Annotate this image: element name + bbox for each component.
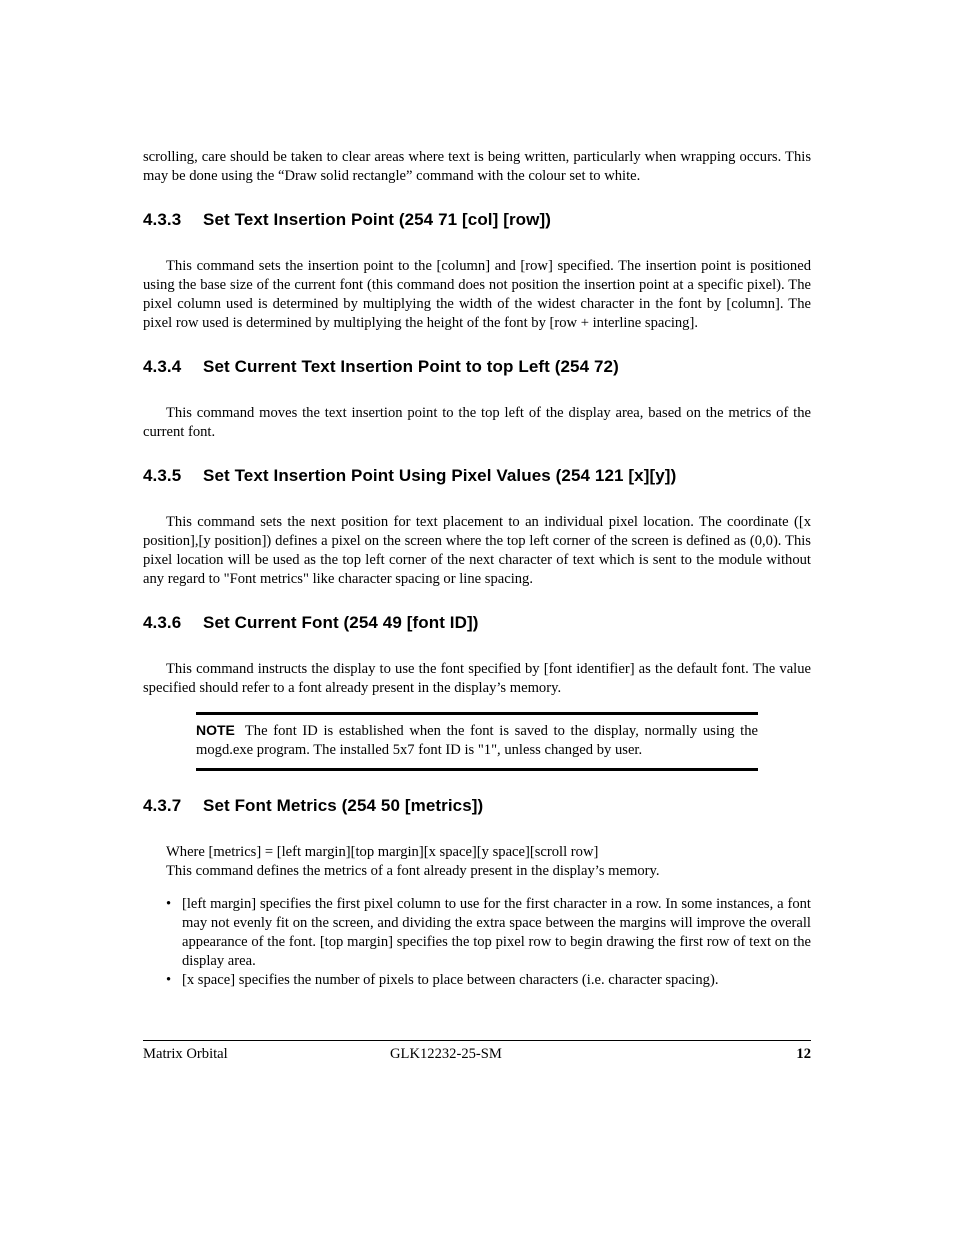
section-number: 4.3.4	[143, 357, 182, 376]
section-title: Set Current Font (254 49 [font ID])	[203, 613, 479, 632]
section-body-4-3-3: This command sets the insertion point to the [column] and [row] specified. The insertion point is positioned using the base size of the current font (this command does not position the insertion point at a specific pixel). The pixel column used is determined by multiplying the width of the widest character in the font by [column]. The pixel row used is determined by multiplying the height of the font by [row + interline spacing].	[143, 258, 811, 331]
bullet-icon: •	[166, 972, 172, 988]
section-number: 4.3.5	[143, 466, 182, 485]
section-title: Set Text Insertion Point Using Pixel Values (254 121 [x][y])	[203, 466, 677, 485]
bullet-icon: •	[166, 896, 172, 912]
section-heading-4-3-7	[143, 795, 811, 817]
metrics-definition-line: Where [metrics] = [left margin][top margin][x space][y space][scroll row]	[166, 844, 599, 860]
document-page	[143, 148, 811, 990]
section-heading-4-3-5	[143, 465, 811, 487]
page-footer	[143, 1040, 811, 1062]
footer-page-number: 12	[796, 1046, 811, 1062]
note-label: NOTE	[196, 722, 235, 738]
section-body-4-3-6: This command instructs the display to use the font specified by [font identifier] as the default font. The value specified should refer to a font already present in the display’s memory.	[143, 661, 811, 696]
note-box	[196, 712, 758, 771]
note-paragraph	[196, 721, 758, 760]
section-heading-4-3-4	[143, 356, 811, 378]
footer-model: GLK12232-25-SM	[390, 1046, 502, 1062]
section-number: 4.3.7	[143, 796, 182, 815]
section-heading-4-3-6	[143, 612, 811, 634]
metrics-description-line: This command defines the metrics of a font already present in the display’s memory.	[166, 863, 660, 879]
section-heading-4-3-3	[143, 209, 811, 231]
section-title: Set Font Metrics (254 50 [metrics])	[203, 796, 484, 815]
section-body-4-3-5: This command sets the next position for text placement to an individual pixel location. The coordinate ([x position],[y position]) defines a pixel on the screen where the top left corner of the screen is defined as (0,0). This pixel location will be used as the top left corner of the next character of text which is sent to the module without any regard to "Font metrics" like character spacing or line spacing.	[143, 514, 811, 587]
footer-company: Matrix Orbital	[143, 1046, 228, 1062]
list-item-text: [x space] specifies the number of pixels to place between characters (i.e. character spacing).	[182, 972, 719, 988]
list-item	[143, 895, 811, 971]
section-body-4-3-4: This command moves the text insertion point to the top left of the display area, based on the metrics of the current font.	[143, 405, 811, 440]
section-number: 4.3.6	[143, 613, 182, 632]
note-text: The font ID is established when the font is saved to the display, normally using the mogd.exe program. The installed 5x7 font ID is "1", unless changed by user.	[196, 723, 758, 758]
intro-paragraph: scrolling, care should be taken to clear areas where text is being written, particularly when wrapping occurs. This may be done using the “Draw solid rectangle” command with the colour set to white.	[143, 149, 811, 184]
section-title: Set Text Insertion Point (254 71 [col] [row])	[203, 210, 552, 229]
list-item	[143, 971, 811, 990]
metrics-bullet-list	[143, 895, 811, 990]
list-item-text: [left margin] specifies the first pixel column to use for the first character in a row. In some instances, a font may not evenly fit on the screen, and dividing the extra space between the margins will improve the overall appearance of the font. [top margin] specifies the top pixel row to begin drawing the first row of text on the display area.	[182, 896, 811, 969]
section-number: 4.3.3	[143, 210, 182, 229]
section-title: Set Current Text Insertion Point to top Left (254 72)	[203, 357, 619, 376]
